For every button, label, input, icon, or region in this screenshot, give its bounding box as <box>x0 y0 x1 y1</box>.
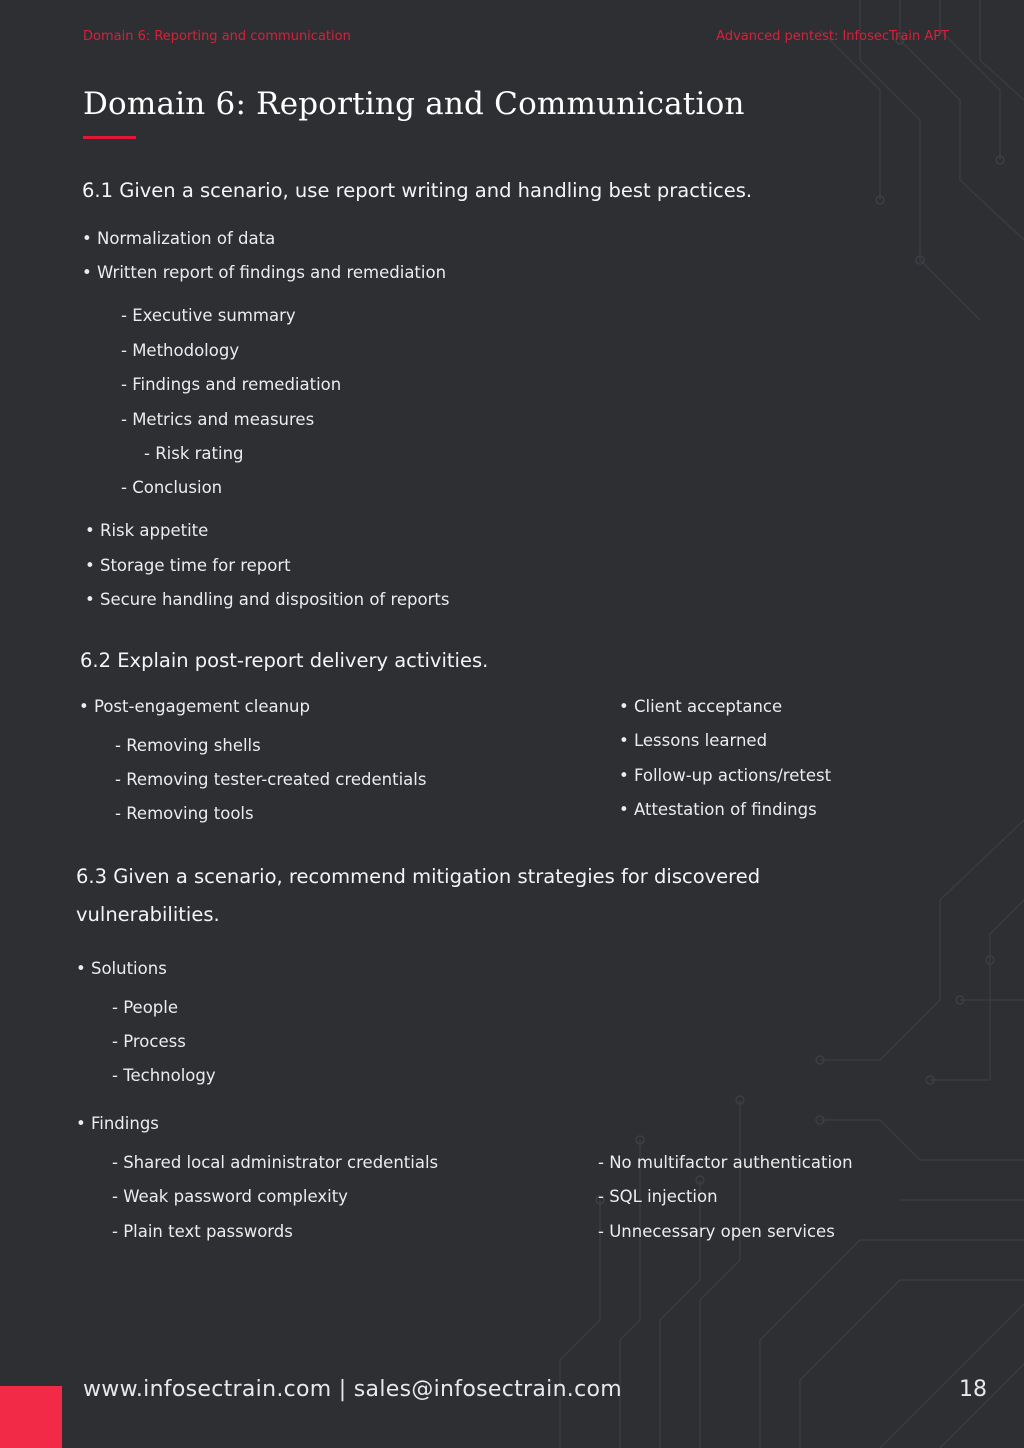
title-underline <box>83 136 136 139</box>
running-header-left: Domain 6: Reporting and communication <box>83 29 351 44</box>
list-item: - No multifactor authentication <box>598 1153 853 1172</box>
list-item: - Plain text passwords <box>112 1222 293 1241</box>
list-item: • Normalization of data <box>82 229 276 248</box>
list-item: • Follow-up actions/retest <box>619 766 832 785</box>
list-item: - Unnecessary open services <box>598 1222 835 1241</box>
list-item: - Methodology <box>121 341 240 360</box>
section-6-3-heading-cont: vulnerabilities. <box>76 903 220 926</box>
list-item: - Metrics and measures <box>121 410 315 429</box>
list-item: • Lessons learned <box>619 731 768 750</box>
list-item: - Shared local administrator credentials <box>112 1153 439 1172</box>
list-item: • Written report of findings and remediation <box>82 263 447 282</box>
list-item: - Risk rating <box>144 444 244 463</box>
footer-accent-block <box>0 1386 62 1448</box>
section-6-2-heading: 6.2 Explain post-report delivery activities. <box>80 649 489 672</box>
list-item: - Findings and remediation <box>121 375 342 394</box>
list-item: • Risk appetite <box>85 521 209 540</box>
list-item: - Process <box>112 1032 186 1051</box>
list-item: • Secure handling and disposition of reports <box>85 590 450 609</box>
list-item: - Technology <box>112 1066 216 1085</box>
list-item: - Removing shells <box>115 736 261 755</box>
list-item: • Post-engagement cleanup <box>79 697 310 716</box>
page-number: 18 <box>959 1377 987 1402</box>
footer-contact[interactable]: www.infosectrain.com | sales@infosectrain.com <box>83 1377 622 1402</box>
list-item: • Attestation of findings <box>619 800 817 819</box>
section-6-1-heading: 6.1 Given a scenario, use report writing and handling best practices. <box>82 179 753 202</box>
list-item: - SQL injection <box>598 1187 718 1206</box>
list-item: • Storage time for report <box>85 556 291 575</box>
list-item: - Conclusion <box>121 478 223 497</box>
list-item: • Findings <box>76 1114 159 1133</box>
section-6-3-heading: 6.3 Given a scenario, recommend mitigation strategies for discovered <box>76 865 761 888</box>
list-item: - Executive summary <box>121 306 296 325</box>
list-item: • Client acceptance <box>619 697 783 716</box>
running-header-right: Advanced pentest: InfosecTrain APT <box>716 29 949 44</box>
list-item: - Removing tester-created credentials <box>115 770 427 789</box>
page-title: Domain 6: Reporting and Communication <box>83 86 745 122</box>
list-item: - Weak password complexity <box>112 1187 348 1206</box>
list-item: - People <box>112 998 179 1017</box>
list-item: - Removing tools <box>115 804 254 823</box>
list-item: • Solutions <box>76 959 167 978</box>
